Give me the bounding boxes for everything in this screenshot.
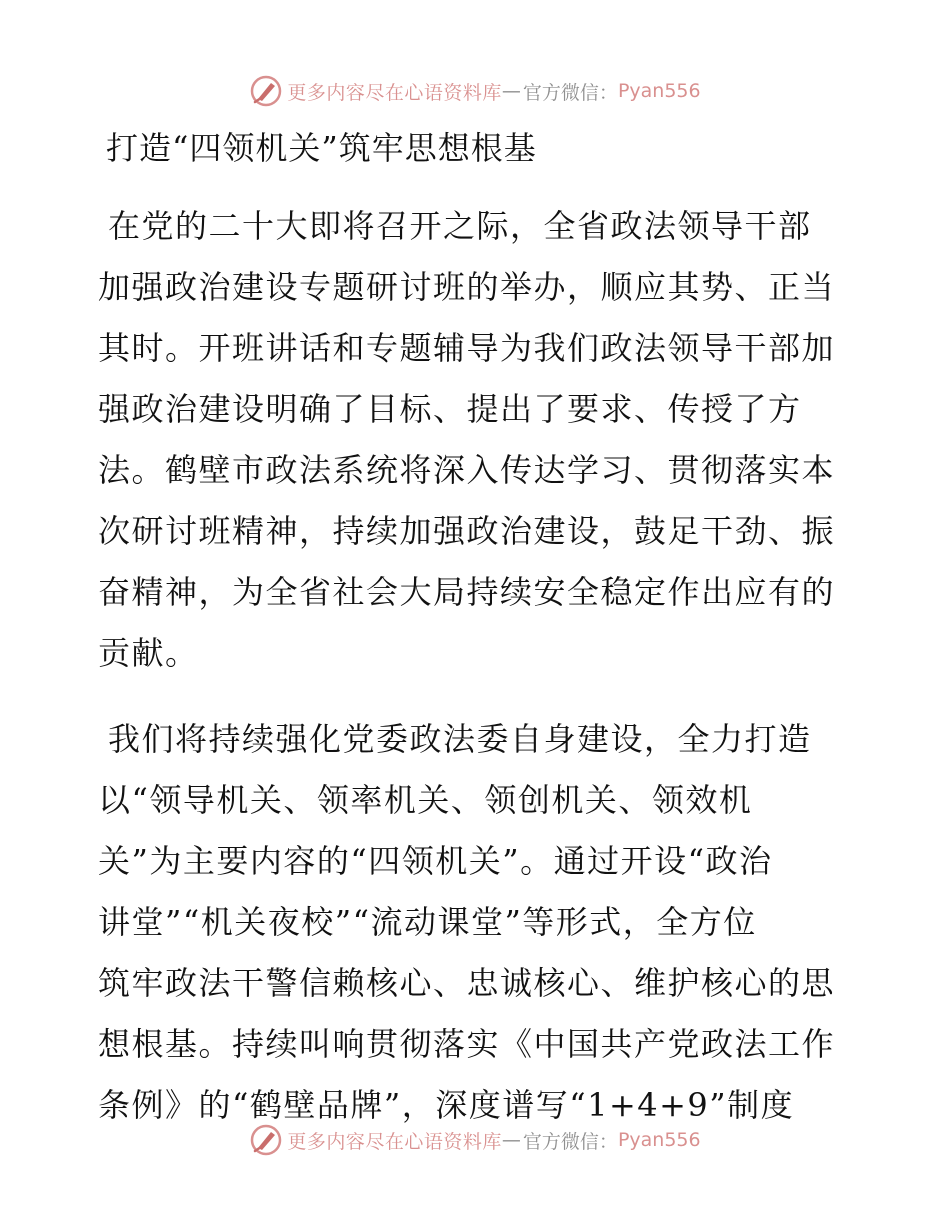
text-line: 贡献。 [98,634,199,672]
paragraph-2 [98,709,858,1136]
watermark-main-text: 更多内容尽在心语资料库 [287,81,502,104]
watermark-wechat-id: Pyan556 [617,80,701,102]
text-line: 强政治建设明确了目标、提出了要求、传授了方 [98,390,802,428]
text-line: 奋精神，为全省社会大局持续安全稳定作出应有的 [98,573,836,611]
watermark-label: 官方微信： [522,1130,618,1153]
text-line: 次研讨班精神，持续加强政治建设，鼓足干劲、振 [98,512,836,550]
text-line: 讲堂”“机关夜校”“流动课堂”等形式，全方位 [98,903,757,941]
watermark-separator: — [501,1129,521,1151]
text-line: 在党的二十大即将召开之际，全省政法领导干部 [108,207,812,245]
text-line: 筑牢政法干警信赖核心、忠诚核心、维护核心的思 [98,964,836,1002]
text-line: 其时。开班讲话和专题辅导为我们政法领导干部加 [98,329,836,367]
text-line: 条例》的“鹤壁品牌”，深度谱写“1+4+9”制度 [98,1086,795,1124]
text-line: 加强政治建设专题研讨班的举办，顺应其势、正当 [98,268,836,306]
paragraph-1 [98,196,858,684]
footer-watermark [0,1120,950,1160]
quill-logo-icon [249,74,283,108]
text-line: 法。鹤壁市政法系统将深入传达学习、贯彻落实本 [98,451,836,489]
document-title: 打造“四领机关”筑牢思想根基 [106,129,537,167]
text-line: 想根基。持续叫响贯彻落实《中国共产党政法工作 [98,1025,836,1063]
text-line: 关”为主要内容的“四领机关”。通过开设“政治 [98,842,773,880]
watermark-label: 官方微信： [522,81,618,104]
quill-logo-icon [249,1123,283,1157]
document-body [98,122,858,1136]
watermark-separator: — [501,80,521,102]
text-line: 我们将持续强化党委政法委自身建设，全力打造 [108,720,812,758]
watermark-main-text: 更多内容尽在心语资料库 [287,1130,502,1153]
text-line: 以“领导机关、领率机关、领创机关、领效机 [98,781,753,819]
watermark-wechat-id: Pyan556 [617,1129,701,1151]
header-watermark [0,71,950,111]
